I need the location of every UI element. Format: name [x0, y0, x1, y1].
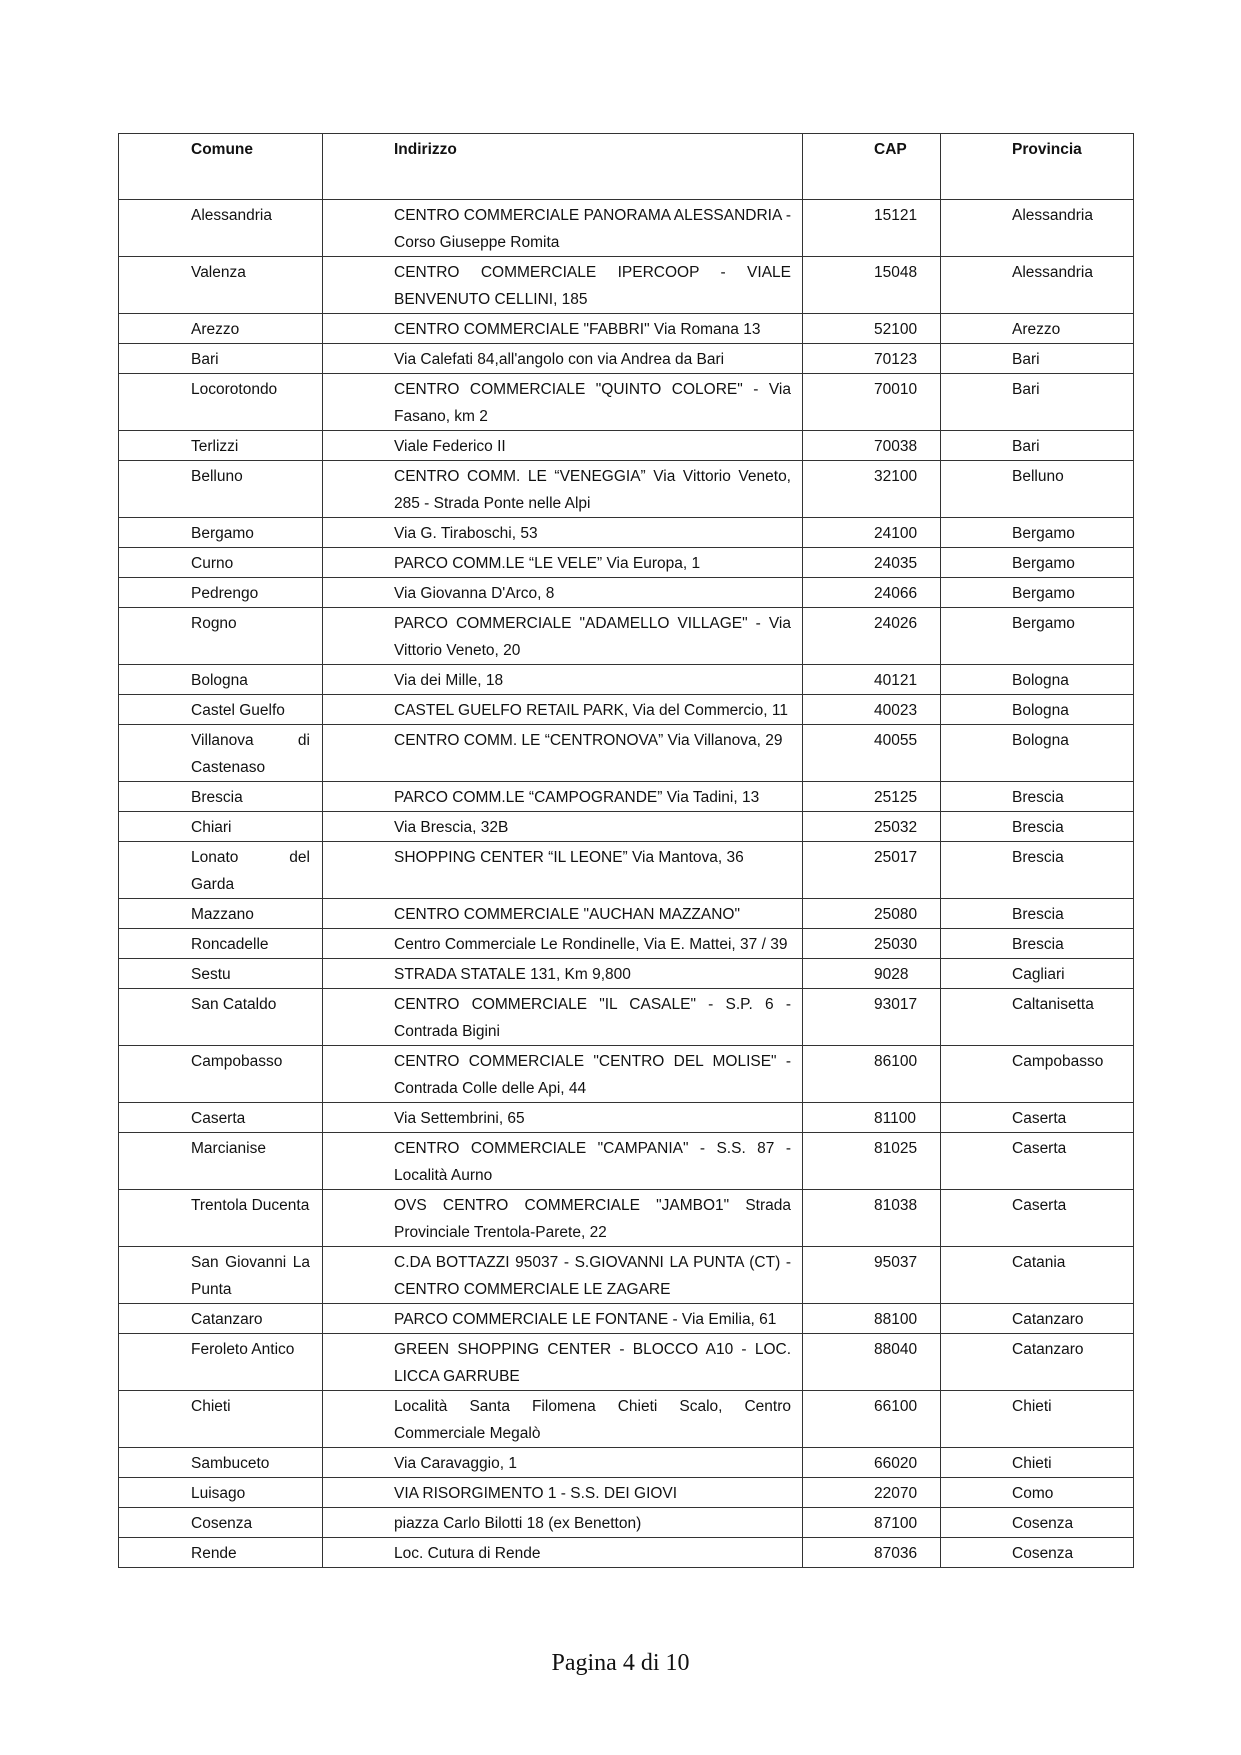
provincia-cell: Catanzaro	[941, 1304, 1134, 1334]
cap-cell: 81025	[803, 1133, 941, 1190]
provincia-cell: Caserta	[941, 1103, 1134, 1133]
indirizzo-cell: CENTRO COMMERCIALE PANORAMA ALESSANDRIA - Corso Giuseppe Romita	[323, 200, 803, 257]
provincia-cell: Belluno	[941, 461, 1134, 518]
table-row	[119, 989, 1134, 1046]
comune-cell: Sestu	[119, 959, 323, 989]
provincia-cell: Brescia	[941, 842, 1134, 899]
provincia-cell: Bari	[941, 374, 1134, 431]
cap-cell: 15048	[803, 257, 941, 314]
header-comune: Comune	[119, 134, 323, 200]
provincia-cell: Brescia	[941, 899, 1134, 929]
table-row	[119, 899, 1134, 929]
table-row	[119, 518, 1134, 548]
indirizzo-cell: CENTRO COMMERCIALE IPERCOOP - VIALE BENVENUTO CELLINI, 185	[323, 257, 803, 314]
table-body	[119, 200, 1134, 1568]
indirizzo-cell: Via Caravaggio, 1	[323, 1448, 803, 1478]
indirizzo-cell: Loc. Cutura di Rende	[323, 1538, 803, 1568]
cap-cell: 70038	[803, 431, 941, 461]
provincia-cell: Caltanisetta	[941, 989, 1134, 1046]
comune-cell: Chieti	[119, 1391, 323, 1448]
header-cap: CAP	[803, 134, 941, 200]
cap-cell: 66100	[803, 1391, 941, 1448]
cap-cell: 40023	[803, 695, 941, 725]
table-row	[119, 1448, 1134, 1478]
indirizzo-cell: CENTRO COMM. LE “CENTRONOVA” Via Villanova, 29	[323, 725, 803, 782]
comune-cell: Feroleto Antico	[119, 1334, 323, 1391]
indirizzo-cell: Via Giovanna D'Arco, 8	[323, 578, 803, 608]
indirizzo-cell: Via Settembrini, 65	[323, 1103, 803, 1133]
indirizzo-cell: Via Calefati 84,all'angolo con via Andrea da Bari	[323, 344, 803, 374]
provincia-cell: Alessandria	[941, 257, 1134, 314]
cap-cell: 32100	[803, 461, 941, 518]
comune-cell: San Cataldo	[119, 989, 323, 1046]
table-row	[119, 344, 1134, 374]
comune-cell: Lonato del Garda	[119, 842, 323, 899]
indirizzo-cell: Via dei Mille, 18	[323, 665, 803, 695]
cap-cell: 9028	[803, 959, 941, 989]
comune-cell: Belluno	[119, 461, 323, 518]
cap-cell: 25017	[803, 842, 941, 899]
indirizzo-cell: PARCO COMMERCIALE LE FONTANE - Via Emilia, 61	[323, 1304, 803, 1334]
indirizzo-cell: CENTRO COMMERCIALE "CENTRO DEL MOLISE" - Contrada Colle delle Api, 44	[323, 1046, 803, 1103]
comune-cell: Rende	[119, 1538, 323, 1568]
cap-cell: 88100	[803, 1304, 941, 1334]
indirizzo-cell: Via Brescia, 32B	[323, 812, 803, 842]
comune-cell: Sambuceto	[119, 1448, 323, 1478]
table-row	[119, 1538, 1134, 1568]
provincia-cell: Cosenza	[941, 1508, 1134, 1538]
table-row	[119, 842, 1134, 899]
cap-cell: 66020	[803, 1448, 941, 1478]
table-row	[119, 374, 1134, 431]
provincia-cell: Arezzo	[941, 314, 1134, 344]
comune-cell: Rogno	[119, 608, 323, 665]
indirizzo-cell: CENTRO COMMERCIALE "FABBRI" Via Romana 13	[323, 314, 803, 344]
indirizzo-cell: Via G. Tiraboschi, 53	[323, 518, 803, 548]
provincia-cell: Bologna	[941, 725, 1134, 782]
indirizzo-cell: CASTEL GUELFO RETAIL PARK, Via del Commercio, 11	[323, 695, 803, 725]
indirizzo-cell: CENTRO COMMERCIALE "CAMPANIA" - S.S. 87 - Località Aurno	[323, 1133, 803, 1190]
table-row	[119, 1190, 1134, 1247]
indirizzo-cell: C.DA BOTTAZZI 95037 - S.GIOVANNI LA PUNTA (CT) - CENTRO COMMERCIALE LE ZAGARE	[323, 1247, 803, 1304]
table-header-row	[119, 134, 1134, 200]
indirizzo-cell: Viale Federico II	[323, 431, 803, 461]
cap-cell: 86100	[803, 1046, 941, 1103]
comune-cell: Mazzano	[119, 899, 323, 929]
comune-cell: Bologna	[119, 665, 323, 695]
provincia-cell: Como	[941, 1478, 1134, 1508]
provincia-cell: Alessandria	[941, 200, 1134, 257]
cap-cell: 25030	[803, 929, 941, 959]
header-provincia: Provincia	[941, 134, 1134, 200]
table-row	[119, 1046, 1134, 1103]
cap-cell: 15121	[803, 200, 941, 257]
table-row	[119, 257, 1134, 314]
table-row	[119, 1247, 1134, 1304]
table-row	[119, 314, 1134, 344]
comune-cell: Caserta	[119, 1103, 323, 1133]
comune-cell: Castel Guelfo	[119, 695, 323, 725]
cap-cell: 24035	[803, 548, 941, 578]
comune-cell: Valenza	[119, 257, 323, 314]
comune-cell: Bari	[119, 344, 323, 374]
provincia-cell: Chieti	[941, 1448, 1134, 1478]
indirizzo-cell: CENTRO COMM. LE “VENEGGIA” Via Vittorio Veneto, 285 - Strada Ponte nelle Alpi	[323, 461, 803, 518]
cap-cell: 25080	[803, 899, 941, 929]
cap-cell: 70010	[803, 374, 941, 431]
provincia-cell: Brescia	[941, 782, 1134, 812]
table-row	[119, 1304, 1134, 1334]
cap-cell: 40121	[803, 665, 941, 695]
store-locations-table	[118, 133, 1134, 1568]
comune-cell: Marcianise	[119, 1133, 323, 1190]
provincia-cell: Bergamo	[941, 608, 1134, 665]
indirizzo-cell: Centro Commerciale Le Rondinelle, Via E. Mattei, 37 / 39	[323, 929, 803, 959]
cap-cell: 87036	[803, 1538, 941, 1568]
cap-cell: 25032	[803, 812, 941, 842]
table-row	[119, 959, 1134, 989]
cap-cell: 25125	[803, 782, 941, 812]
table-row	[119, 431, 1134, 461]
comune-cell: Cosenza	[119, 1508, 323, 1538]
comune-cell: Curno	[119, 548, 323, 578]
table-row	[119, 1391, 1134, 1448]
table-row	[119, 929, 1134, 959]
table-row	[119, 695, 1134, 725]
cap-cell: 70123	[803, 344, 941, 374]
table-row	[119, 1103, 1134, 1133]
provincia-cell: Caserta	[941, 1133, 1134, 1190]
indirizzo-cell: SHOPPING CENTER “IL LEONE” Via Mantova, 36	[323, 842, 803, 899]
indirizzo-cell: PARCO COMM.LE “CAMPOGRANDE” Via Tadini, 13	[323, 782, 803, 812]
cap-cell: 81038	[803, 1190, 941, 1247]
table-row	[119, 665, 1134, 695]
provincia-cell: Bari	[941, 431, 1134, 461]
cap-cell: 24100	[803, 518, 941, 548]
table-row	[119, 725, 1134, 782]
table-row	[119, 461, 1134, 518]
provincia-cell: Cagliari	[941, 959, 1134, 989]
comune-cell: Trentola Ducenta	[119, 1190, 323, 1247]
provincia-cell: Caserta	[941, 1190, 1134, 1247]
cap-cell: 24066	[803, 578, 941, 608]
provincia-cell: Bergamo	[941, 548, 1134, 578]
table-row	[119, 782, 1134, 812]
cap-cell: 95037	[803, 1247, 941, 1304]
cap-cell: 93017	[803, 989, 941, 1046]
comune-cell: Campobasso	[119, 1046, 323, 1103]
indirizzo-cell: STRADA STATALE 131, Km 9,800	[323, 959, 803, 989]
table-row	[119, 548, 1134, 578]
comune-cell: Roncadelle	[119, 929, 323, 959]
provincia-cell: Catania	[941, 1247, 1134, 1304]
table-row	[119, 608, 1134, 665]
table-row	[119, 1478, 1134, 1508]
provincia-cell: Brescia	[941, 812, 1134, 842]
comune-cell: Villanova di Castenaso	[119, 725, 323, 782]
provincia-cell: Catanzaro	[941, 1334, 1134, 1391]
table-row	[119, 578, 1134, 608]
table-row	[119, 1133, 1134, 1190]
provincia-cell: Bologna	[941, 665, 1134, 695]
cap-cell: 24026	[803, 608, 941, 665]
table-row	[119, 1508, 1134, 1538]
table-row	[119, 200, 1134, 257]
provincia-cell: Bergamo	[941, 518, 1134, 548]
provincia-cell: Bologna	[941, 695, 1134, 725]
comune-cell: Alessandria	[119, 200, 323, 257]
cap-cell: 81100	[803, 1103, 941, 1133]
comune-cell: Chiari	[119, 812, 323, 842]
cap-cell: 22070	[803, 1478, 941, 1508]
indirizzo-cell: CENTRO COMMERCIALE "AUCHAN MAZZANO"	[323, 899, 803, 929]
provincia-cell: Campobasso	[941, 1046, 1134, 1103]
cap-cell: 88040	[803, 1334, 941, 1391]
table-row	[119, 812, 1134, 842]
cap-cell: 40055	[803, 725, 941, 782]
indirizzo-cell: CENTRO COMMERCIALE "IL CASALE" - S.P. 6 - Contrada Bigini	[323, 989, 803, 1046]
indirizzo-cell: GREEN SHOPPING CENTER - BLOCCO A10 - LOC. LICCA GARRUBE	[323, 1334, 803, 1391]
comune-cell: Bergamo	[119, 518, 323, 548]
comune-cell: San Giovanni La Punta	[119, 1247, 323, 1304]
provincia-cell: Chieti	[941, 1391, 1134, 1448]
page-number: Pagina 4 di 10	[551, 1650, 690, 1676]
provincia-cell: Brescia	[941, 929, 1134, 959]
indirizzo-cell: Località Santa Filomena Chieti Scalo, Centro Commerciale Megalò	[323, 1391, 803, 1448]
indirizzo-cell: piazza Carlo Bilotti 18 (ex Benetton)	[323, 1508, 803, 1538]
header-indirizzo: Indirizzo	[323, 134, 803, 200]
indirizzo-cell: CENTRO COMMERCIALE "QUINTO COLORE" - Via Fasano, km 2	[323, 374, 803, 431]
comune-cell: Terlizzi	[119, 431, 323, 461]
comune-cell: Luisago	[119, 1478, 323, 1508]
comune-cell: Catanzaro	[119, 1304, 323, 1334]
comune-cell: Locorotondo	[119, 374, 323, 431]
indirizzo-cell: OVS CENTRO COMMERCIALE "JAMBO1" Strada Provinciale Trentola-Parete, 22	[323, 1190, 803, 1247]
indirizzo-cell: VIA RISORGIMENTO 1 - S.S. DEI GIOVI	[323, 1478, 803, 1508]
provincia-cell: Bergamo	[941, 578, 1134, 608]
table-row	[119, 1334, 1134, 1391]
indirizzo-cell: PARCO COMMERCIALE "ADAMELLO VILLAGE" - Via Vittorio Veneto, 20	[323, 608, 803, 665]
comune-cell: Arezzo	[119, 314, 323, 344]
provincia-cell: Cosenza	[941, 1538, 1134, 1568]
comune-cell: Brescia	[119, 782, 323, 812]
indirizzo-cell: PARCO COMM.LE “LE VELE” Via Europa, 1	[323, 548, 803, 578]
cap-cell: 87100	[803, 1508, 941, 1538]
provincia-cell: Bari	[941, 344, 1134, 374]
cap-cell: 52100	[803, 314, 941, 344]
comune-cell: Pedrengo	[119, 578, 323, 608]
